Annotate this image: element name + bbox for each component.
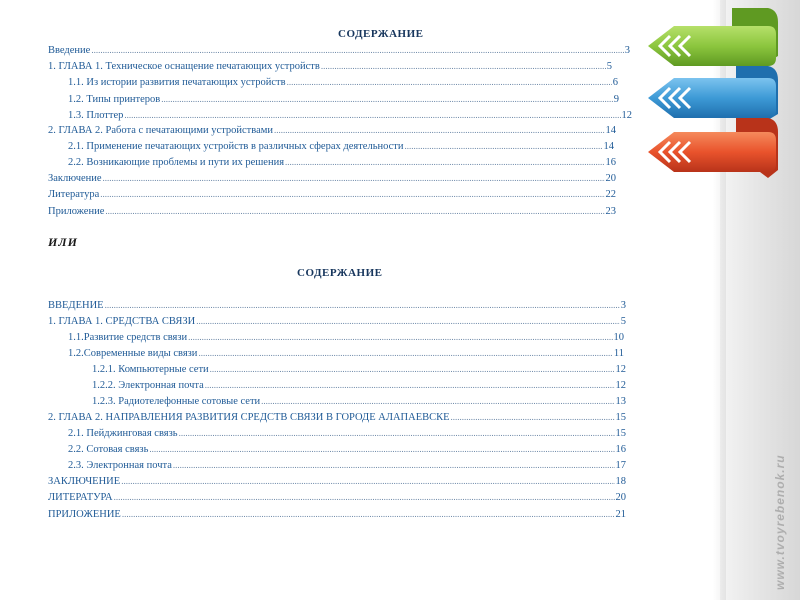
toc-entry-text: 2. ГЛАВА 2. НАПРАВЛЕНИЯ РАЗВИТИЯ СРЕДСТВ СВЯЗИ В ГОРОДЕ АЛАПАЕВСКЕ (48, 412, 450, 423)
toc-entry-text: 1.2.3. Радиотелефонные сотовые сети (92, 396, 261, 407)
toc1-entry (48, 171, 616, 185)
toc-entry-text: ЛИТЕРАТУРА (48, 492, 113, 503)
toc-entry-page: 15 (615, 412, 626, 423)
toc-entry-text: 2.3. Электронная почта (68, 460, 172, 471)
toc-entry-text: 2.1. Применение печатающих устройств в различных сферах деятельности (68, 141, 404, 152)
toc2-entry (48, 507, 626, 521)
toc2-entry (68, 458, 626, 472)
toc-entry-text: Литература (48, 189, 100, 200)
toc2-entry (48, 410, 626, 424)
toc-entry-page: 14 (603, 141, 614, 152)
toc1-entry (48, 204, 616, 218)
toc-entry-page: 3 (624, 45, 630, 56)
toc-entry-text: 1.3. Плоттер (68, 110, 124, 121)
toc-entry-text: ПРИЛОЖЕНИЕ (48, 509, 121, 520)
toc-entry-text: 1.2. Типы принтеров (68, 94, 161, 105)
toc2-entry (92, 394, 626, 408)
toc-entry-page: 9 (613, 94, 619, 105)
toc-entry-text: 1.2.Современные виды связи (68, 348, 198, 359)
toc-entry-text: 2.1. Пейджинговая связь (68, 428, 178, 439)
toc-entry-page: 23 (605, 206, 616, 217)
toc2-entry (68, 330, 624, 344)
toc-entry-text: 1.2.1. Компьютерные сети (92, 364, 209, 375)
toc-entry-page: 11 (613, 348, 624, 359)
toc-entry-page: 14 (605, 125, 616, 136)
toc-entry-page: 16 (615, 444, 626, 455)
toc2-entry (92, 362, 626, 376)
toc-entry-text: 1.1.Развитие средств связи (68, 332, 188, 343)
toc-entry-text: ВВЕДЕНИЕ (48, 300, 104, 311)
toc-entry-page: 20 (605, 173, 616, 184)
toc-entry-page: 21 (615, 509, 626, 520)
toc-entry-page: 12 (621, 110, 632, 121)
toc-entry-page: 16 (605, 157, 616, 168)
toc-entry-page: 6 (612, 77, 618, 88)
toc-entry-text: 1.2.2. Электронная почта (92, 380, 204, 391)
toc-entry-page: 17 (615, 460, 626, 471)
toc1-entry (68, 108, 632, 122)
toc2-entry (68, 346, 624, 360)
toc-entry-text: 2. ГЛАВА 2. Работа с печатающими устройствами (48, 125, 274, 136)
toc2-entry (48, 298, 626, 312)
watermark (755, 440, 785, 600)
toc-entry-text: 1. ГЛАВА 1. Техническое оснащение печатающих устройств (48, 61, 320, 72)
toc1-entry (48, 187, 616, 201)
toc-entry-page: 12 (615, 364, 626, 375)
toc1-entry (48, 123, 616, 137)
toc-entry-page: 3 (620, 300, 626, 311)
toc-entry-text: ЗАКЛЮЧЕНИЕ (48, 476, 121, 487)
toc-entry-text: Введение (48, 45, 91, 56)
toc2-entry (68, 426, 626, 440)
toc1-entry (48, 59, 612, 73)
toc2-entry (68, 442, 626, 456)
toc2-entry (48, 474, 626, 488)
toc-entry-page: 12 (615, 380, 626, 391)
toc1-entry (68, 92, 619, 106)
toc1-entry (68, 155, 616, 169)
toc2-entry (48, 314, 626, 328)
watermark-text: www.tvoyrebenok.ru (773, 454, 787, 590)
toc1-entry (68, 75, 618, 89)
toc-entry-text: Приложение (48, 206, 105, 217)
toc-entry-page: 13 (615, 396, 626, 407)
toc-entry-page: 18 (615, 476, 626, 487)
toc-entry-page: 5 (606, 61, 612, 72)
toc2-title: СОДЕРЖАНИЕ (297, 267, 383, 279)
toc-entry-page: 22 (605, 189, 616, 200)
toc-entry-text: 2.2. Возникающие проблемы и пути их решения (68, 157, 285, 168)
toc-entry-page: 20 (615, 492, 626, 503)
or-label: ИЛИ (48, 235, 78, 249)
toc-entry-page: 10 (613, 332, 624, 343)
toc-entry-page: 5 (620, 316, 626, 327)
toc1-entry (48, 43, 630, 57)
toc-entry-text: 2.2. Сотовая связь (68, 444, 149, 455)
toc1-title: СОДЕРЖАНИЕ (338, 28, 424, 40)
toc-entry-text: Заключение (48, 173, 102, 184)
toc1-entry (68, 139, 614, 153)
toc-entry-text: 1.1. Из истории развития печатающих устройств (68, 77, 286, 88)
toc2-entry (92, 378, 626, 392)
toc-entry-page: 15 (615, 428, 626, 439)
toc-entry-text: 1. ГЛАВА 1. СРЕДСТВА СВЯЗИ (48, 316, 196, 327)
toc2-entry (48, 490, 626, 504)
